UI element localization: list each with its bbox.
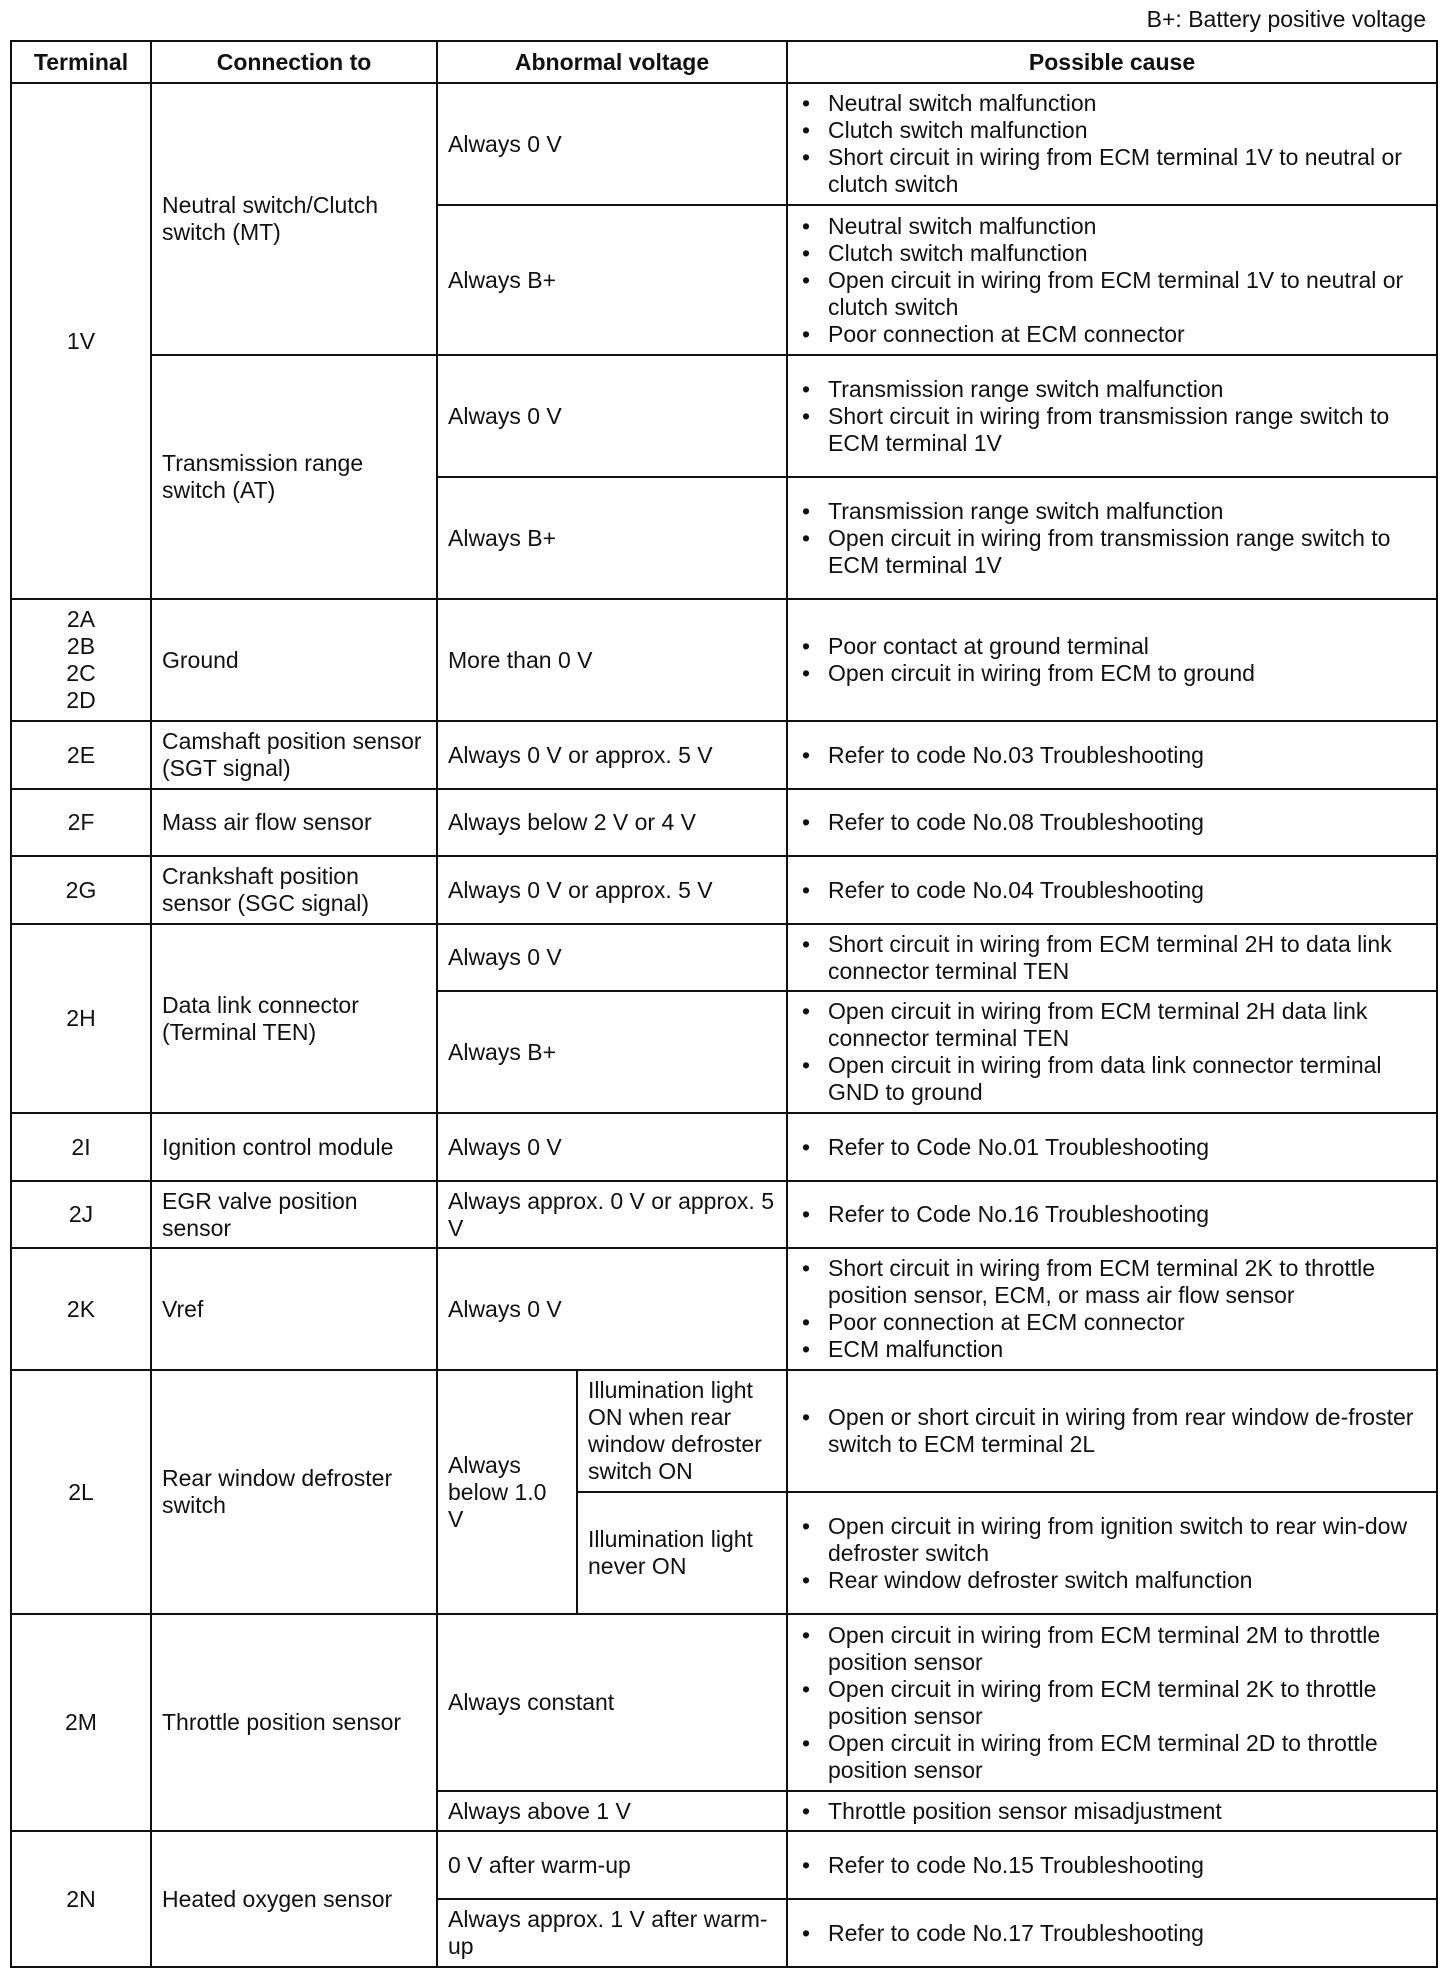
cause-list (798, 1798, 1426, 1825)
terminal-cell: 2F (11, 789, 151, 856)
cause-item: • Rear window defroster switch malfunction (798, 1567, 1426, 1594)
header-row (11, 41, 1437, 83)
cause-list (798, 1255, 1426, 1363)
terminal-cell: 2J (11, 1181, 151, 1248)
table-row (11, 924, 1437, 991)
cause-item: • Poor connection at ECM connector (798, 1309, 1426, 1336)
cause-cell (787, 1831, 1437, 1899)
cause-item: • Short circuit in wiring from ECM terminal 2H to data link connector terminal TEN (798, 931, 1426, 985)
cause-list (798, 90, 1426, 198)
cause-cell (787, 1181, 1437, 1248)
cause-list (798, 1404, 1426, 1458)
voltage-cell: Always constant (437, 1614, 787, 1791)
cause-cell (787, 599, 1437, 721)
cause-item: • Short circuit in wiring from ECM terminal 1V to neutral or clutch switch (798, 144, 1426, 198)
cause-cell (787, 1899, 1437, 1967)
cause-cell (787, 1791, 1437, 1831)
voltage-cell: Always 0 V (437, 1248, 787, 1370)
voltage-cell: Always below 2 V or 4 V (437, 789, 787, 856)
connection-cell: Heated oxygen sensor (151, 1831, 437, 1967)
header-abnormal-voltage: Abnormal voltage (437, 41, 787, 83)
table-row (11, 1181, 1437, 1248)
cause-cell (787, 789, 1437, 856)
voltage-cell: More than 0 V (437, 599, 787, 721)
connection-cell: Throttle position sensor (151, 1614, 437, 1831)
cause-cell (787, 1370, 1437, 1492)
cause-item: • Poor contact at ground terminal (798, 633, 1426, 660)
cause-cell (787, 924, 1437, 991)
voltage-cell: Always B+ (437, 477, 787, 599)
voltage-cell: Always 0 V (437, 1113, 787, 1181)
troubleshooting-table (10, 40, 1438, 1968)
cause-item: • Transmission range switch malfunction (798, 376, 1426, 403)
cause-item: • Refer to Code No.01 Troubleshooting (798, 1134, 1426, 1161)
cause-cell (787, 83, 1437, 205)
terminal-cell: 2E (11, 721, 151, 789)
battery-voltage-note: B+: Battery positive voltage (1146, 6, 1426, 32)
cause-item: • Open circuit in wiring from ECM terminal 2K to throttle position sensor (798, 1676, 1426, 1730)
connection-cell: Ground (151, 599, 437, 721)
cause-item: • Transmission range switch malfunction (798, 498, 1426, 525)
connection-cell: Transmission range switch (AT) (151, 355, 437, 599)
condition-cell: Illumination light never ON (577, 1492, 787, 1614)
connection-cell: Mass air flow sensor (151, 789, 437, 856)
cause-list (798, 998, 1426, 1106)
table-row (11, 856, 1437, 924)
cause-item: • Short circuit in wiring from transmission range switch to ECM terminal 1V (798, 403, 1426, 457)
table-row (11, 599, 1437, 721)
cause-cell (787, 355, 1437, 477)
cause-list (798, 1513, 1426, 1594)
voltage-cell: Always 0 V or approx. 5 V (437, 856, 787, 924)
connection-cell: Rear window defroster switch (151, 1370, 437, 1614)
cause-item: • Open circuit in wiring from transmission range switch to ECM terminal 1V (798, 525, 1426, 579)
connection-cell: Camshaft position sensor (SGT signal) (151, 721, 437, 789)
cause-cell (787, 991, 1437, 1113)
cause-cell (787, 1614, 1437, 1791)
cause-item: • Refer to code No.17 Troubleshooting (798, 1920, 1426, 1947)
cause-item: • Poor connection at ECM connector (798, 321, 1426, 348)
terminal-cell: 2I (11, 1113, 151, 1181)
terminal-label: 2A (66, 606, 96, 632)
cause-cell (787, 856, 1437, 924)
terminal-cell (11, 599, 151, 721)
voltage-cell: Always approx. 1 V after warm-up (437, 1899, 787, 1967)
connection-cell: EGR valve position sensor (151, 1181, 437, 1248)
terminal-cell: 2L (11, 1370, 151, 1614)
terminal-cell: 2N (11, 1831, 151, 1967)
cause-item: • Short circuit in wiring from ECM terminal 2K to throttle position sensor, ECM, or mass air flow sensor (798, 1255, 1426, 1309)
voltage-cell: Always approx. 0 V or approx. 5 V (437, 1181, 787, 1248)
table-row (11, 83, 1437, 205)
table-row (11, 1370, 1437, 1492)
cause-item: • Neutral switch malfunction (798, 90, 1426, 117)
voltage-cell: Always 0 V or approx. 5 V (437, 721, 787, 789)
terminal-label: 2C (66, 660, 96, 686)
cause-list (798, 742, 1426, 769)
table-row (11, 1248, 1437, 1370)
terminal-label: 2D (66, 687, 96, 713)
cause-list (798, 633, 1426, 687)
voltage-cell: Always B+ (437, 991, 787, 1113)
header-connection: Connection to (151, 41, 437, 83)
cause-item: • Refer to code No.04 Troubleshooting (798, 877, 1426, 904)
cause-cell (787, 1113, 1437, 1181)
cause-cell (787, 205, 1437, 355)
connection-cell: Ignition control module (151, 1113, 437, 1181)
cause-item: • Clutch switch malfunction (798, 240, 1426, 267)
cause-list (798, 1622, 1426, 1784)
cause-list (798, 213, 1426, 348)
terminal-cell: 2G (11, 856, 151, 924)
cause-cell (787, 1248, 1437, 1370)
cause-list (798, 1201, 1426, 1228)
table-row (11, 1831, 1437, 1899)
terminal-cell: 2K (11, 1248, 151, 1370)
table-row (11, 355, 1437, 477)
condition-cell: Illumination light ON when rear window defroster switch ON (577, 1370, 787, 1492)
cause-list (798, 1134, 1426, 1161)
header-terminal: Terminal (11, 41, 151, 83)
cause-item: • Neutral switch malfunction (798, 213, 1426, 240)
cause-cell (787, 477, 1437, 599)
cause-item: • Open circuit in wiring from ECM terminal 1V to neutral or clutch switch (798, 267, 1426, 321)
terminal-cell: 2M (11, 1614, 151, 1831)
connection-cell: Neutral switch/Clutch switch (MT) (151, 83, 437, 355)
voltage-cell: Always above 1 V (437, 1791, 787, 1831)
terminal-cell: 2H (11, 924, 151, 1113)
cause-item: • Open circuit in wiring from data link connector terminal GND to ground (798, 1052, 1426, 1106)
table-row (11, 789, 1437, 856)
voltage-cell: Always B+ (437, 205, 787, 355)
table-row (11, 721, 1437, 789)
cause-item: • Open circuit in wiring from ECM terminal 2D to throttle position sensor (798, 1730, 1426, 1784)
voltage-cell: Always 0 V (437, 924, 787, 991)
cause-item: • ECM malfunction (798, 1336, 1426, 1363)
cause-item: • Throttle position sensor misadjustment (798, 1798, 1426, 1825)
terminal-label: 2B (66, 633, 96, 659)
cause-item: • Open circuit in wiring from ignition switch to rear win-dow defroster switch (798, 1513, 1426, 1567)
cause-list (798, 498, 1426, 579)
terminal-cell: 1V (11, 83, 151, 599)
cause-list (798, 1920, 1426, 1947)
cause-list (798, 931, 1426, 985)
cause-item: • Refer to code No.15 Troubleshooting (798, 1852, 1426, 1879)
table-row (11, 1113, 1437, 1181)
cause-cell (787, 721, 1437, 789)
cause-item: • Refer to code No.03 Troubleshooting (798, 742, 1426, 769)
cause-item: • Open circuit in wiring from ECM terminal 2M to throttle position sensor (798, 1622, 1426, 1676)
voltage-cell: Always 0 V (437, 83, 787, 205)
cause-item: • Open or short circuit in wiring from rear window de-froster switch to ECM terminal 2L (798, 1404, 1426, 1458)
cause-list (798, 1852, 1426, 1879)
cause-item: • Clutch switch malfunction (798, 117, 1426, 144)
cause-list (798, 376, 1426, 457)
cause-list (798, 809, 1426, 836)
connection-cell: Crankshaft position sensor (SGC signal) (151, 856, 437, 924)
cause-cell (787, 1492, 1437, 1614)
cause-list (798, 877, 1426, 904)
cause-item: • Refer to Code No.16 Troubleshooting (798, 1201, 1426, 1228)
table-row (11, 1614, 1437, 1791)
voltage-cell: Always below 1.0 V (437, 1370, 577, 1614)
header-possible-cause: Possible cause (787, 41, 1437, 83)
connection-cell: Data link connector (Terminal TEN) (151, 924, 437, 1113)
connection-cell: Vref (151, 1248, 437, 1370)
voltage-cell: Always 0 V (437, 355, 787, 477)
voltage-cell: 0 V after warm-up (437, 1831, 787, 1899)
cause-item: • Open circuit in wiring from ECM to ground (798, 660, 1426, 687)
cause-item: • Open circuit in wiring from ECM terminal 2H data link connector terminal TEN (798, 998, 1426, 1052)
cause-item: • Refer to code No.08 Troubleshooting (798, 809, 1426, 836)
